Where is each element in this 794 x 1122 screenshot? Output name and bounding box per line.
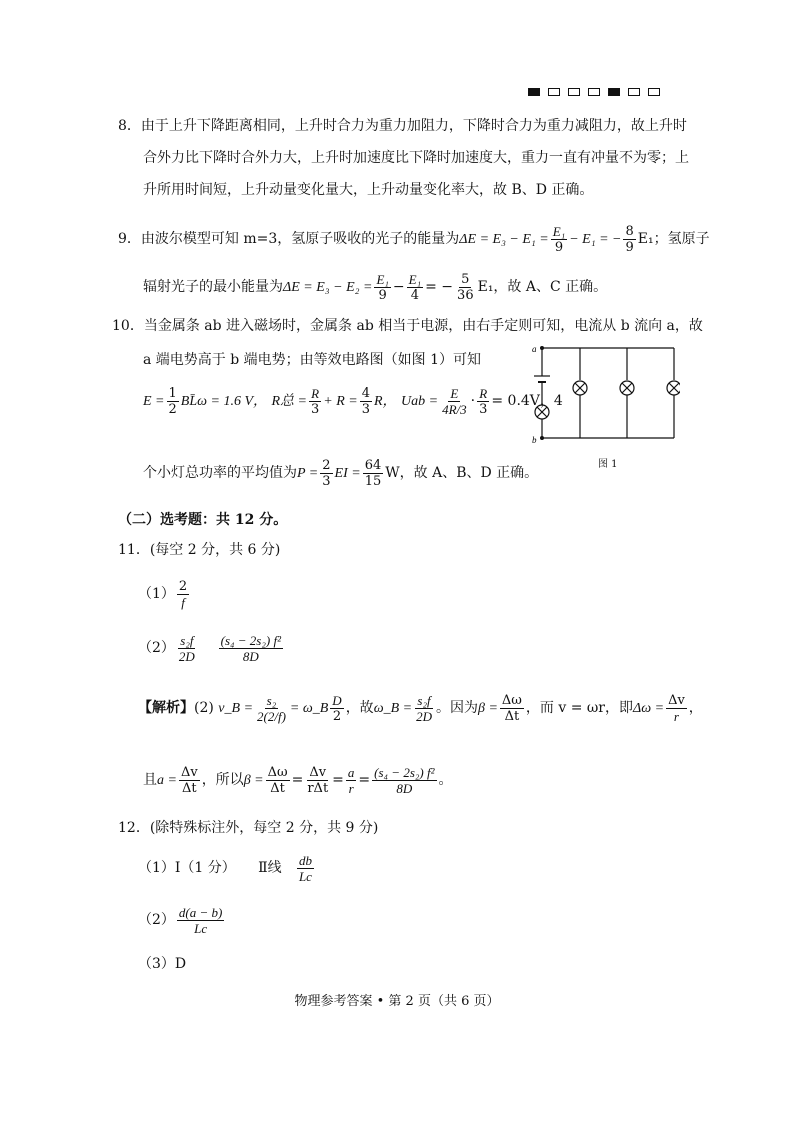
q11-ana-frac-3: $\frac{\text{s₂f}}{2D}$ [416,692,432,724]
q9-eq-2: ΔE = E₃ − E₂ = [283,280,373,295]
header-mark-6 [628,88,640,96]
q10-eq-r-d: R， [373,394,397,409]
q11-analysis-2: 且a = $\frac{\Delta v}{\Delta t}$ ，所以β = $\frac{\Delta\omega}{\Delta t}$ = $\frac{\Delta v}{\text{rΔt}}$ = $\frac{a}{r}$ = $\frac{\text{(s₄ − 2s₂) f²}}{8D}$ 。 [143,764,453,796]
page-footer: 物理参考答案 • 第 2 页（共 6 页） [294,994,500,1009]
q10-frac-3: $\frac{4}{3}$ [361,385,370,417]
q10-eq-e-b: BL̄ω = 1.6 V， [180,394,268,409]
q11-ana2-frac-3: $\frac{\Delta v}{\text{rΔt}}$ [307,764,329,796]
q10-line-1 [112,316,703,336]
q11-ana-frac-1: $\frac{\text{s₂}}{2(2/f)}$ [257,692,286,724]
q10-eq-r: R总 = [271,394,307,409]
q10-eq-e: E = [143,394,165,409]
q10-frac-1: $\frac{1}{2}$ [168,385,177,417]
q11-ana2-frac-1: $\frac{\Delta v}{\Delta t}$ [180,764,198,796]
q9-number: 9． [118,231,141,247]
q10-text-4a: 个小灯总功率的平均值为 [143,465,297,481]
q8-text-1: 由于上升下降距离相同，上升时合力为重力加阻力，下降时合力为重力减阻力，故上升时 [140,118,687,134]
node-b-label: b [532,435,537,445]
q12-part-3: （3）D [138,956,187,972]
q11-part-1-frac: $\frac{2}{f}$ [178,578,188,610]
q9-frac-5: $\frac{5}{36}$ [457,271,474,303]
q9-frac-3: $\frac{\text{E₁}}{9}$ [376,271,389,303]
q11-part-2-frac-2: $\frac{\text{(s₄ − 2s₂) f²}}{8D}$ [220,632,281,664]
header-mark-3 [568,88,580,96]
q9-frac-2: $\frac{8}{9}$ [625,223,634,255]
q9-text-1a: 由波尔模型可知 m=3，氢原子吸收的光子的能量为 [140,231,460,247]
q11-ana-frac-5: $\frac{\Delta v}{r}$ [668,692,685,724]
q10-frac-6: $\frac{2}{3}$ [322,457,331,489]
q9-line-2 [143,270,607,305]
header-mark-2 [548,88,560,96]
analysis-label: 【解析】 [138,700,194,716]
q10-text-1: 当金属条 ab 进入磁场时，金属条 ab 相当于电源，由右手定则可知，电流从 b 流向 a，故 [143,318,703,334]
header-mark-1 [528,88,540,96]
node-b-dot [540,436,544,440]
q10-line-3 [143,384,563,419]
q11-analysis-1: 【解析】(2) v_B = $\frac{\text{s₂}}{2(2/f)}$ = ω_B $\frac{D}{2}$ ，故ω_B = $\frac{\text{s₂f}}{2D}$ 。因为β = $\frac{\Delta\omega}{\Delta t}$ ，而 v = ωr，即Δω = $\frac{\Delta v}{r}$ ， [138,692,703,724]
q9-line-1 [118,222,710,257]
section-heading: （二）选考题：共 12 分。 [118,512,288,528]
q12-title: 12．(除特殊标注外，每空 2 分，共 9 分) [118,820,379,836]
q10-eq-p: P = [297,466,319,481]
q11-ana-frac-4: $\frac{\Delta\omega}{\Delta t}$ [501,692,522,724]
q12-part-1: （1）I（1 分） Ⅱ线 $\frac{db}{Lc}$ [138,852,312,884]
q10-frac-7: $\frac{64}{15}$ [364,457,382,489]
q10-number: 10． [112,318,144,334]
q9-eq-1-mid: − E₁ = − [569,232,622,247]
node-a-label: a [532,344,537,354]
q10-frac-2: $\frac{R}{3}$ [310,385,320,417]
q9-frac-1: $\frac{\text{E₁}}{9}$ [552,223,566,255]
header-mark-7 [648,88,660,96]
q8-line-1 [118,116,687,136]
q8-number: 8． [118,118,141,134]
node-a-dot [540,346,544,350]
header-mark-5 [608,88,620,96]
q9-text-2-end: E₁，故 A、C 正确。 [477,279,608,295]
header-marks [528,88,660,96]
q10-line-2: a 端电势高于 b 端电势；由等效电路图（如图 1）可知 [143,352,482,368]
q10-eq-u: Uab = [401,394,439,409]
q10-eq-u-f: = 0.4V，4 [491,393,563,409]
q12-part-2: （2） $\frac{d(a - b)}{Lc}$ [138,904,223,936]
q11-ana2-frac-4: $\frac{a}{r}$ [347,764,355,796]
q10-eq-r-c: + R = [323,394,358,409]
q10-line-4 [143,456,538,491]
q11-part-2: （2） $\frac{\text{s₂f}}{2D}$ $\frac{\text{(s₄ − 2s₂) f²}}{8D}$ [138,632,281,664]
q10-frac-4: $\frac{E}{4R/3}$ [442,385,467,417]
q9-text-2a: 辐射光子的最小能量为 [143,279,283,295]
q11-part-1: （1） $\frac{2}{f}$ [138,578,188,610]
q8-line-2: 合外力比下降时合外力大，上升时加速度比下降时加速度大，重力一直有冲量不为零；上 [143,150,689,166]
header-mark-4 [588,88,600,96]
q11-title: 11．(每空 2 分，共 6 分) [118,542,281,558]
q12-part-1-frac: $\frac{db}{Lc}$ [298,852,312,884]
q11-ana2-frac-2: $\frac{\Delta\omega}{\Delta t}$ [267,764,288,796]
q11-ana-frac-2: $\frac{D}{2}$ [332,692,342,724]
q9-text-1-end: E₁；氢原子 [637,231,710,247]
q9-frac-4: $\frac{\text{E₁}}{4}$ [408,271,422,303]
q10-frac-5: $\frac{R}{3}$ [479,385,488,417]
q11-ana2-frac-5: $\frac{\text{(s₄ − 2s₂) f²}}{8D}$ [374,764,435,796]
q9-eq-1: ΔE = E₃ − E₁ = [459,232,549,247]
circuit-diagram [530,340,680,445]
q10-text-4-end: W，故 A、B、D 正确。 [385,465,539,481]
q10-eq-u-e: · [470,393,476,409]
q9-eq-2-mid: − [392,279,405,295]
q10-eq-p-b: EI = [334,466,361,481]
figure-caption: 图 1 [598,459,618,470]
q9-eq-2-mid2: = − [425,279,454,295]
q12-part-2-frac: $\frac{d(a - b)}{Lc}$ [178,904,223,936]
q8-line-3: 升所用时间短，上升动量变化量大，上升动量变化率大，故 B、D 正确。 [143,182,594,198]
q11-part-2-frac-1: $\frac{\text{s₂f}}{2D}$ [178,632,195,664]
